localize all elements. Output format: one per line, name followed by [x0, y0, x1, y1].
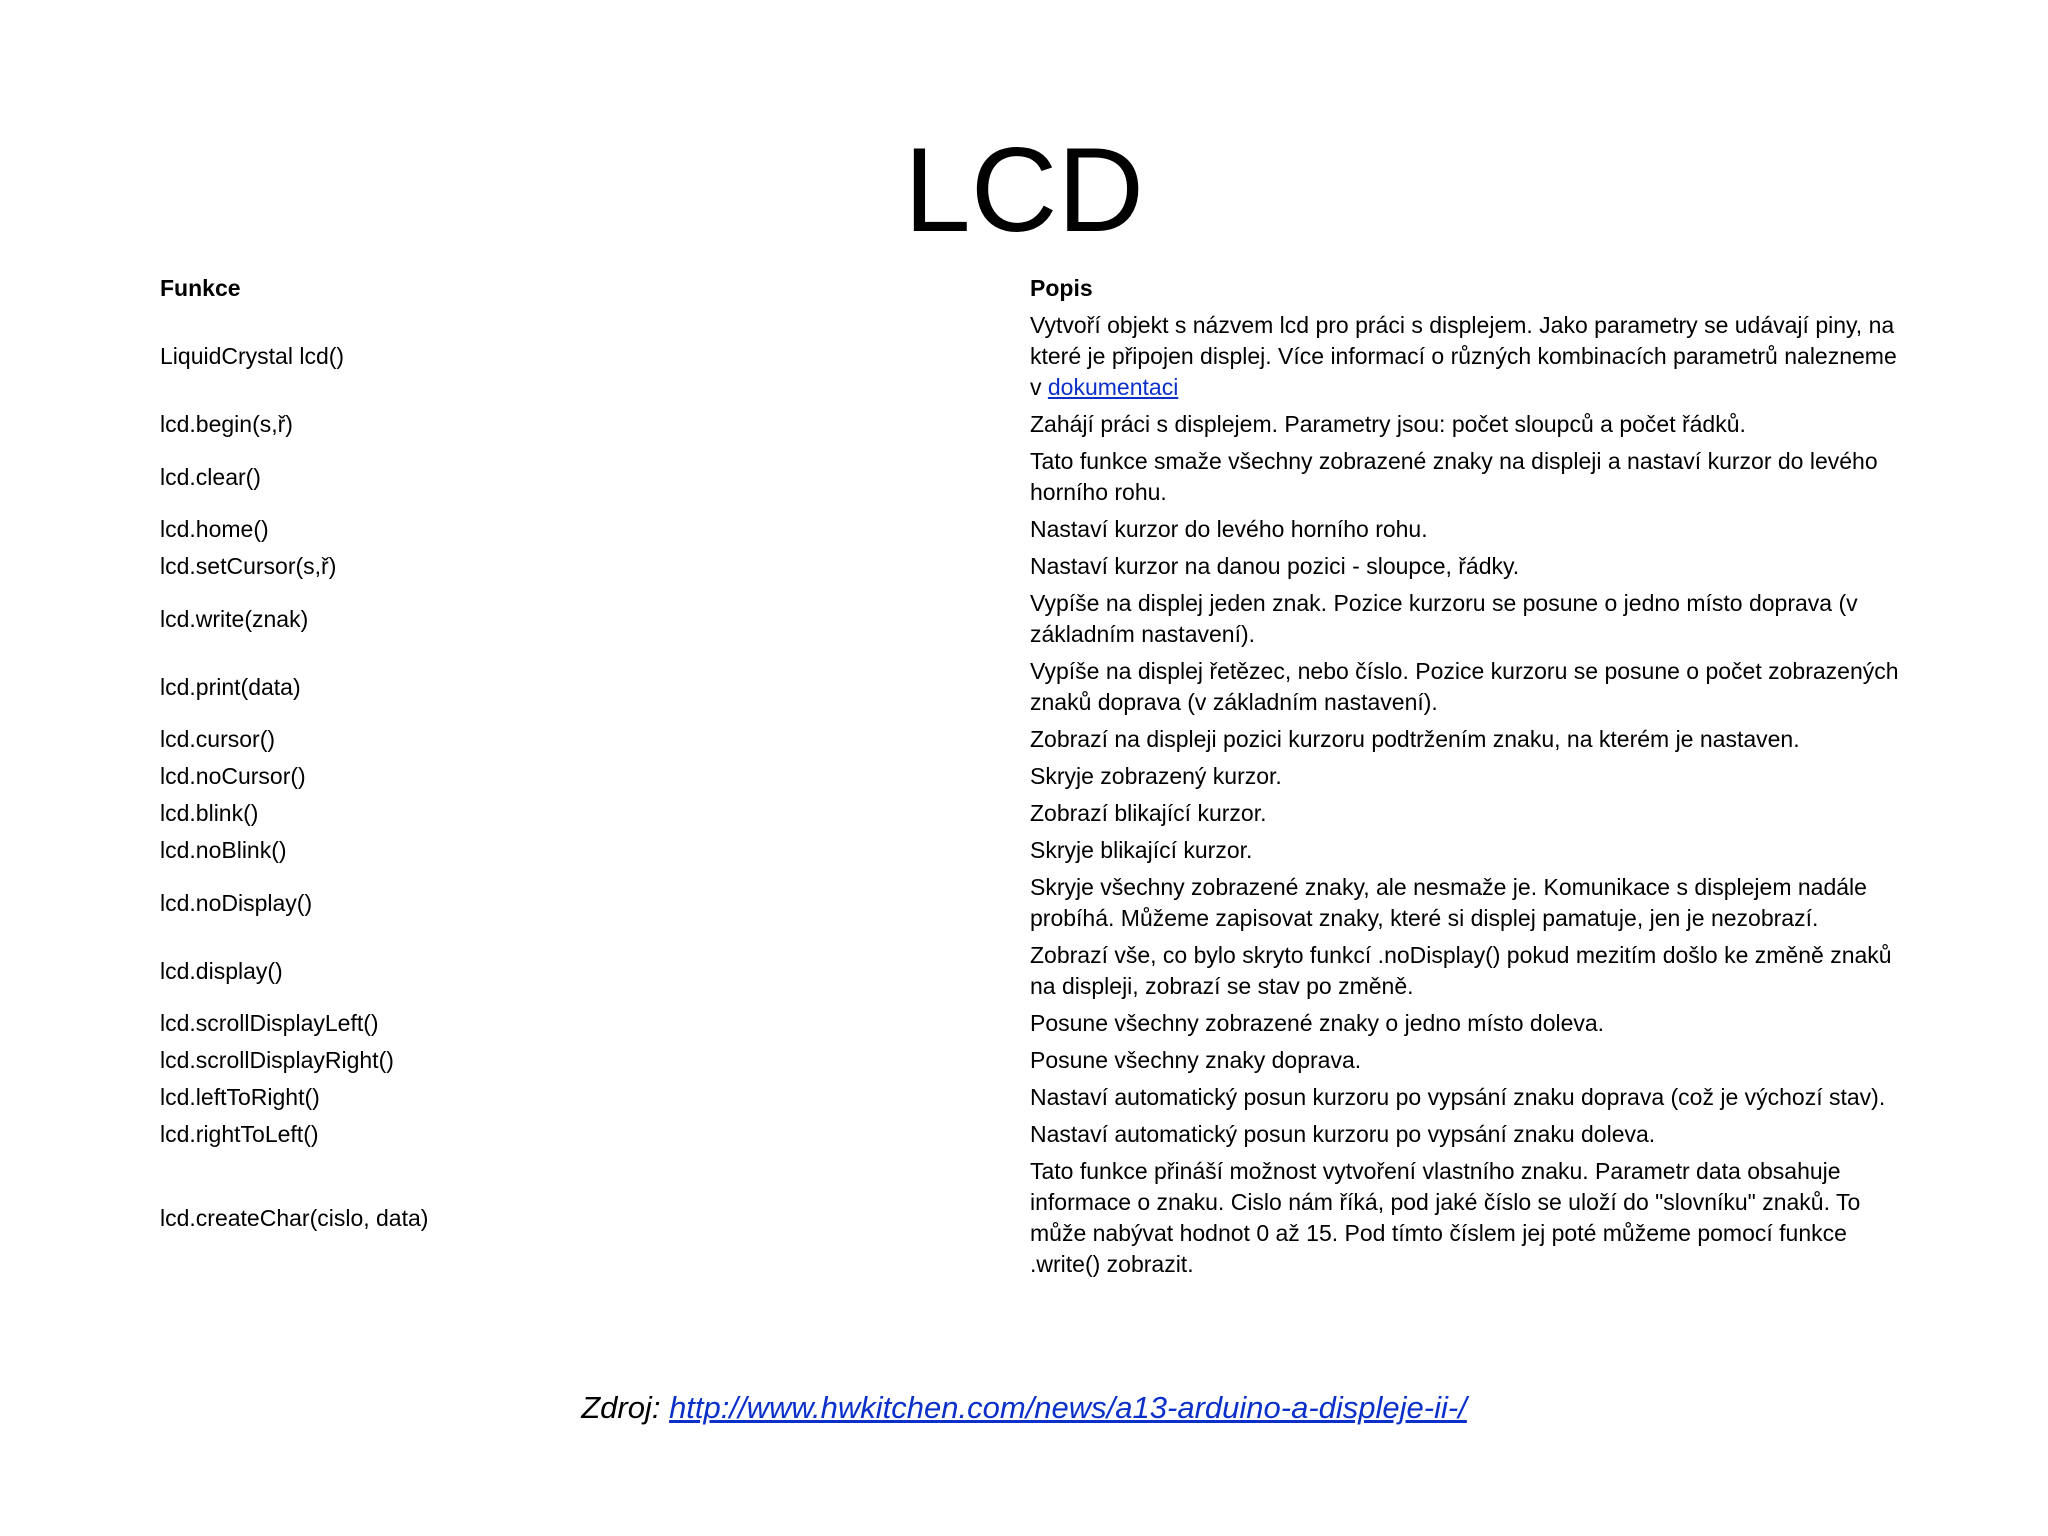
functions-table [160, 270, 1900, 1283]
function-cell: lcd.print(data) [160, 673, 301, 700]
source-link[interactable]: http://www.hwkitchen.com/news/a13-arduino-a-displeje-ii-/ [669, 1390, 1467, 1425]
function-cell: lcd.leftToRight() [160, 1084, 320, 1110]
description-cell [1030, 511, 1900, 548]
description-cell [1030, 1116, 1900, 1153]
function-cell: lcd.write(znak) [160, 605, 309, 632]
description-cell [1030, 721, 1900, 758]
function-cell: lcd.noCursor() [160, 763, 306, 789]
description-cell [1030, 653, 1900, 721]
function-cell: lcd.clear() [160, 463, 261, 490]
description-text: Zobrazí na displeji pozici kurzoru podtržením znaku, na kterém je nastaven. [1030, 726, 1800, 752]
table-row [160, 937, 1900, 1005]
table-row [160, 443, 1900, 511]
description-cell [1030, 1042, 1900, 1079]
description-cell [1030, 1005, 1900, 1042]
description-text: Nastaví automatický posun kurzoru po vypsání znaku doleva. [1030, 1121, 1656, 1147]
description-cell [1030, 443, 1900, 511]
description-cell [1030, 406, 1900, 443]
description-text: Tato funkce smaže všechny zobrazené znaky na displeji a nastaví kurzor do levého horního rohu. [1030, 448, 1878, 505]
description-cell [1030, 307, 1900, 406]
table-row [160, 832, 1900, 869]
page-title: LCD [903, 123, 1145, 257]
table-row [160, 1042, 1900, 1079]
source-label: Zdroj: [581, 1390, 661, 1425]
function-cell: lcd.scrollDisplayLeft() [160, 1010, 379, 1036]
function-cell: lcd.blink() [160, 800, 259, 826]
table-row [160, 585, 1900, 653]
description-text: Vytvoří objekt s názvem lcd pro práci s displejem. Jako parametry se udávají piny, na které je připojen displej. Více informací o různých kombinacích parametrů nalezneme v [1030, 312, 1897, 400]
description-cell [1030, 832, 1900, 869]
description-text: Nastaví automatický posun kurzoru po vypsání znaku doprava (což je výchozí stav). [1030, 1084, 1886, 1110]
function-cell: lcd.rightToLeft() [160, 1121, 319, 1147]
description-text: Skryje všechny zobrazené znaky, ale nesmaže je. Komunikace s displejem nadále probíhá. Můžeme zapisovat znaky, které si displej pamatuje, jen je nezobrazí. [1030, 874, 1867, 931]
description-cell [1030, 869, 1900, 937]
function-cell: lcd.noBlink() [160, 837, 287, 863]
function-cell: lcd.setCursor(s,ř) [160, 553, 337, 579]
description-text: Skryje blikající kurzor. [1030, 837, 1253, 863]
function-cell: lcd.createChar(cislo, data) [160, 1204, 429, 1231]
table-header-row [160, 270, 1900, 307]
function-cell: lcd.begin(s,ř) [160, 411, 293, 437]
table-row [160, 869, 1900, 937]
description-cell [1030, 795, 1900, 832]
description-text: Nastaví kurzor na danou pozici - sloupce, řádky. [1030, 553, 1520, 579]
function-cell: lcd.cursor() [160, 726, 276, 752]
source-citation [0, 1390, 2048, 1426]
description-text: Posune všechny znaky doprava. [1030, 1047, 1362, 1073]
documentation-link[interactable]: dokumentaci [1047, 374, 1179, 400]
table-row [160, 795, 1900, 832]
description-text: Zahájí práci s displejem. Parametry jsou: počet sloupců a počet řádků. [1030, 411, 1746, 437]
description-cell [1030, 585, 1900, 653]
function-cell: LiquidCrystal lcd() [160, 343, 345, 369]
table-row [160, 653, 1900, 721]
description-text: Tato funkce přináší možnost vytvoření vlastního znaku. Parametr data obsahuje informace o znaku. Cislo nám říká, pod jaké číslo se uloží do "slovníku" znaků. To může nabývat hodnot 0 až 15. Pod tímto číslem jej poté můžeme pomocí funkce .write() zobrazit. [1030, 1158, 1861, 1277]
function-cell: lcd.scrollDisplayRight() [160, 1047, 394, 1073]
description-cell [1030, 758, 1900, 795]
table-body [160, 307, 1900, 1283]
description-cell [1030, 1153, 1900, 1283]
description-text: Zobrazí vše, co bylo skryto funkcí .noDisplay() pokud mezitím došlo ke změně znaků na displeji, zobrazí se stav po změně. [1030, 942, 1892, 999]
table-row [160, 721, 1900, 758]
function-cell: lcd.noDisplay() [160, 889, 313, 916]
description-text: Skryje zobrazený kurzor. [1030, 763, 1282, 789]
column-header-description: Popis [1030, 275, 1093, 301]
description-text: Vypíše na displej řetězec, nebo číslo. Pozice kurzoru se posune o počet zobrazených znaků doprava (v základním nastavení). [1030, 658, 1899, 715]
column-header-function: Funkce [160, 275, 241, 301]
description-text: Vypíše na displej jeden znak. Pozice kurzoru se posune o jedno místo doprava (v základním nastavení). [1030, 590, 1858, 647]
description-text: Nastaví kurzor do levého horního rohu. [1030, 516, 1428, 542]
function-cell: lcd.display() [160, 957, 283, 984]
table-row [160, 406, 1900, 443]
description-cell [1030, 937, 1900, 1005]
description-text: Posune všechny zobrazené znaky o jedno místo doleva. [1030, 1010, 1605, 1036]
table-row [160, 548, 1900, 585]
description-cell [1030, 548, 1900, 585]
table-row [160, 511, 1900, 548]
table-row [160, 758, 1900, 795]
description-text: Zobrazí blikající kurzor. [1030, 800, 1267, 826]
function-cell: lcd.home() [160, 516, 269, 542]
description-cell [1030, 1079, 1900, 1116]
table-row [160, 1005, 1900, 1042]
table-row [160, 1079, 1900, 1116]
table-row [160, 1116, 1900, 1153]
table-row [160, 1153, 1900, 1283]
table-row [160, 307, 1900, 406]
